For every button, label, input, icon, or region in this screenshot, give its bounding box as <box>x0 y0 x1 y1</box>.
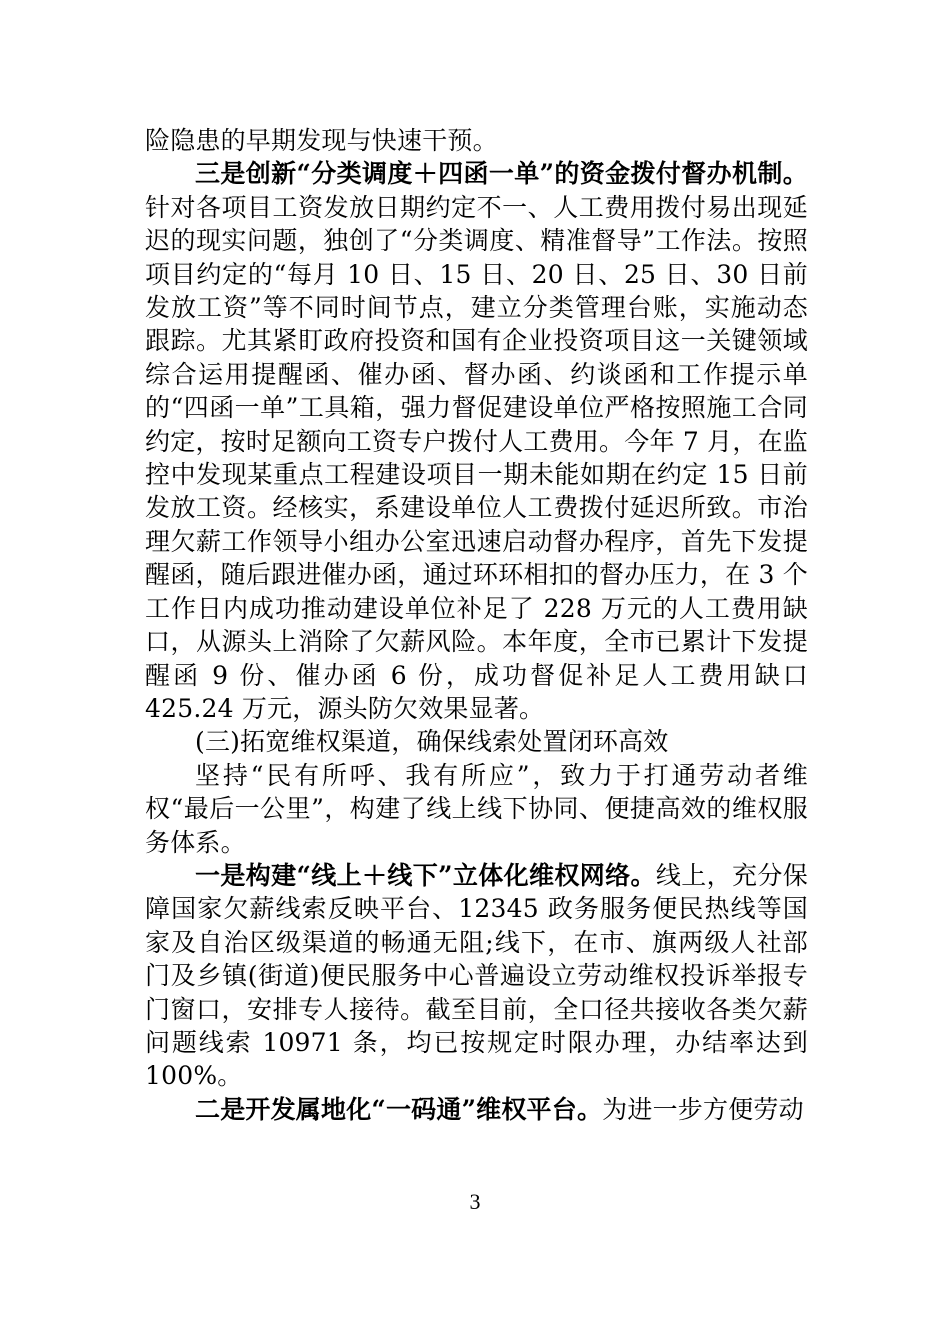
paragraph-body: 为进一步方便劳动 <box>602 1094 804 1124</box>
section-heading <box>145 725 808 758</box>
page-number: 3 <box>469 1189 481 1214</box>
paragraph-platform <box>145 1093 808 1126</box>
paragraph-lead: 三是创新“分类调度＋四函一单”的资金拨付督办机制。 <box>195 159 808 189</box>
paragraph-body: 险隐患的早期发现与快速干预。 <box>145 126 498 155</box>
paragraph-continuation <box>145 124 808 157</box>
paragraph-funding-mechanism <box>145 157 808 725</box>
paragraph-body: 坚持“民有所呼、我有所应”，致力于打通劳动者维权“最后一公里”，构建了线上线下协同、便捷高效的维权服务体系。 <box>145 760 808 857</box>
paragraph-intro <box>145 759 808 859</box>
paragraph-body: 针对各项目工资发放日期约定不一、人工费用拨付易出现延迟的现实问题，独创了“分类调度、精准督导”工作法。按照项目约定的“每月 10 日、15 日、20 日、25 日、30 日前发放工资”等不同时间节点，建立分类管理台账，实施动态跟踪。尤其紧盯政府投资和国有企业投资项目这一关键领域综合运用提醒函、催办函、督办函、约谈函和工作提示单的“四函一单”工具箱，强力督促建设单位严格按照施工合同约定，按时足额向工资专户拨付人工费用。今年 7 月，在监控中发现某重点工程建设项目一期未能如期在约定 15 日前发放工资。经核实，系建设单位人工费拨付延迟所致。市治理欠薪工作领导小组办公室迅速启动督办程序，首先下发提醒函，随后跟进催办函，通过环环相扣的督办压力，在 3 个工作日内成功推动建设单位补足了 228 万元的人工费用缺口，从源头上消除了欠薪风险。本年度，全市已累计下发提醒函 9 份、催办函 6 份，成功督促补足人工费用缺口 425.24 万元，源头防欠效果显著。 <box>145 192 808 723</box>
paragraph-network <box>145 859 808 1093</box>
body-text <box>145 124 808 1126</box>
section-heading-text: (三)拓宽维权渠道，确保线索处置闭环高效 <box>195 727 669 757</box>
paragraph-lead: 一是构建“线上＋线下”立体化维权网络。 <box>195 860 656 890</box>
paragraph-lead: 二是开发属地化“一码通”维权平台。 <box>195 1094 603 1124</box>
paragraph-body: 线上，充分保障国家欠薪线索反映平台、12345 政务服务便民热线等国家及自治区级渠道的畅通无阻;线下，在市、旗两级人社部门及乡镇(街道)便民服务中心普遍设立劳动维权投诉举报专门窗口，安排专人接待。截至目前，全口径共接收各类欠薪问题线索 10971 条，均已按规定时限办理，办结率达到 100%。 <box>145 860 809 1091</box>
